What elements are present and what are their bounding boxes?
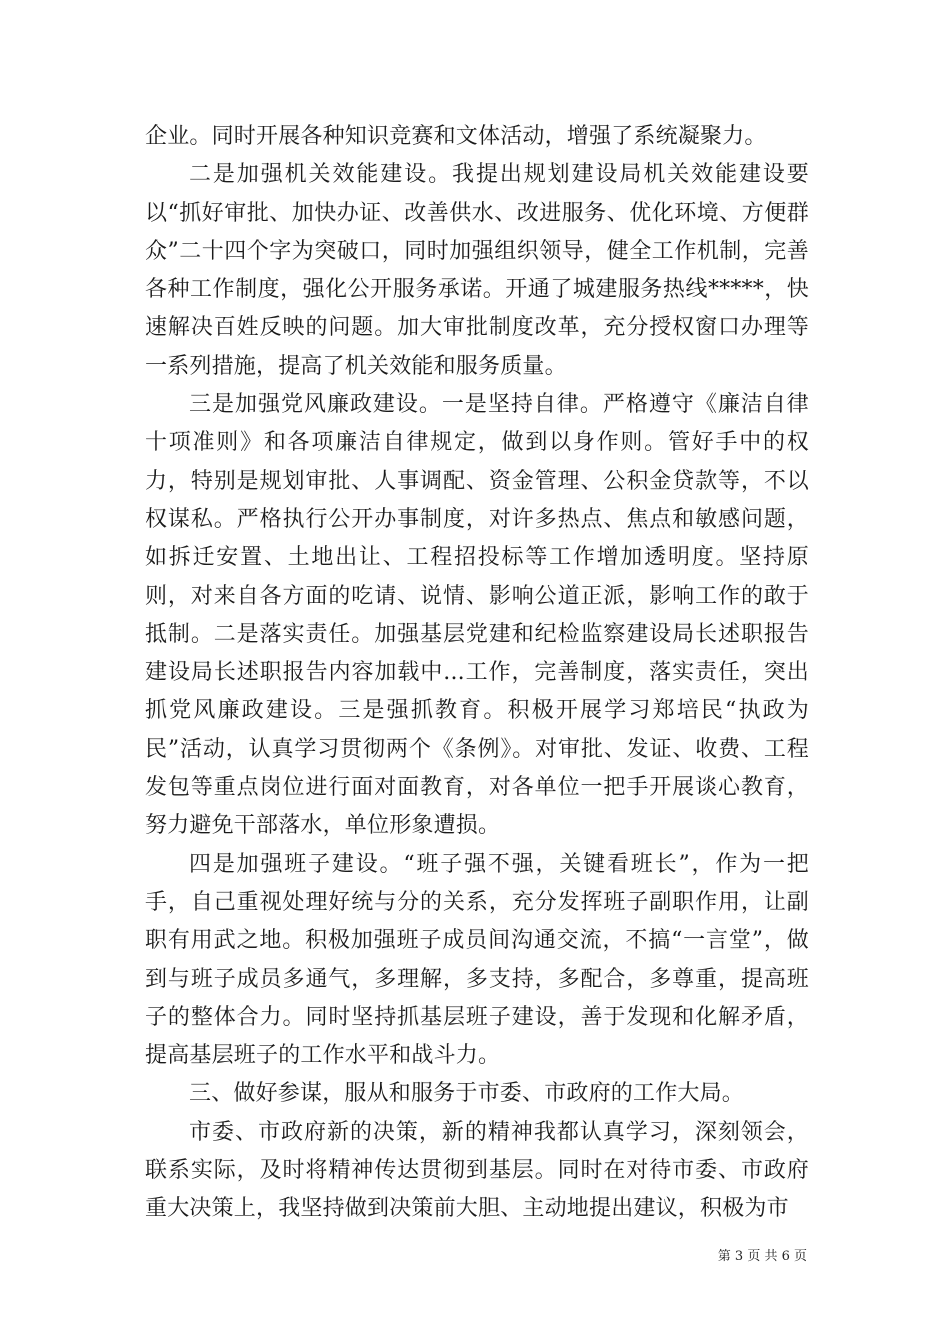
document-body	[145, 118, 809, 1229]
section-heading-three: 三、做好参谋，服从和服务于市委、市政府的工作大局。	[189, 1081, 745, 1107]
paragraph-decisions: 市委、市政府新的决策，新的精神我都认真学习，深刻领会，联系实际，及时将精神传达贯彻到基层。同时在对待市委、市政府重大决策上，我坚持做到决策前大胆、主动地提出建议，积极为市	[145, 1119, 809, 1222]
paragraph-efficiency: 二是加强机关效能建设。我提出规划建设局机关效能建设要以“抓好审批、加快办证、改善供水、改进服务、优化环境、方便群众”二十四个字为突破口，同时加强组织领导，健全工作机制，完善各种工作制度，强化公开服务承诺。开通了城建服务热线*****，快速解决百姓反映的问题。加大审批制度改革，充分授权窗口办理等一系列措施，提高了机关效能和服务质量。	[145, 162, 809, 379]
paragraph-team-building: 四是加强班子建设。“班子强不强，关键看班长”，作为一把手，自己重视处理好统与分的关系，充分发挥班子副职作用，让副职有用武之地。积极加强班子成员间沟通交流，不搞“一言堂”，做到与班子成员多通气，多理解，多支持，多配合，多尊重，提高班子的整体合力。同时坚持抓基层班子建设，善于发现和化解矛盾，提高基层班子的工作水平和战斗力。	[145, 851, 809, 1069]
paragraph-continuation: 企业。同时开展各种知识竞赛和文体活动，增强了系统凝聚力。	[145, 124, 767, 149]
page-number: 第 3 页 共 6 页	[717, 1249, 807, 1264]
paragraph-integrity: 三是加强党风廉政建设。一是坚持自律。严格遵守《廉洁自律十项准则》和各项廉洁自律规定，做到以身作则。管好手中的权力，特别是规划审批、人事调配、资金管理、公积金贷款等，不以权谋私。严格执行公开办事制度，对许多热点、焦点和敏感问题，如拆迁安置、土地出让、工程招投标等工作增加透明度。坚持原则，对来自各方面的吃请、说情、影响公道正派，影响工作的敢于抵制。二是落实责任。加强基层党建和纪检监察建设局长述职报告建设局长述职报告内容加载中...工作，完善制度，落实责任，突出抓党风廉政建设。三是强抓教育。积极开展学习郑培民“执政为民”活动，认真学习贯彻两个《条例》。对审批、发证、收费、工程发包等重点岗位进行面对面教育，对各单位一把手开展谈心教育，努力避免干部落水，单位形象遭损。	[145, 392, 809, 839]
